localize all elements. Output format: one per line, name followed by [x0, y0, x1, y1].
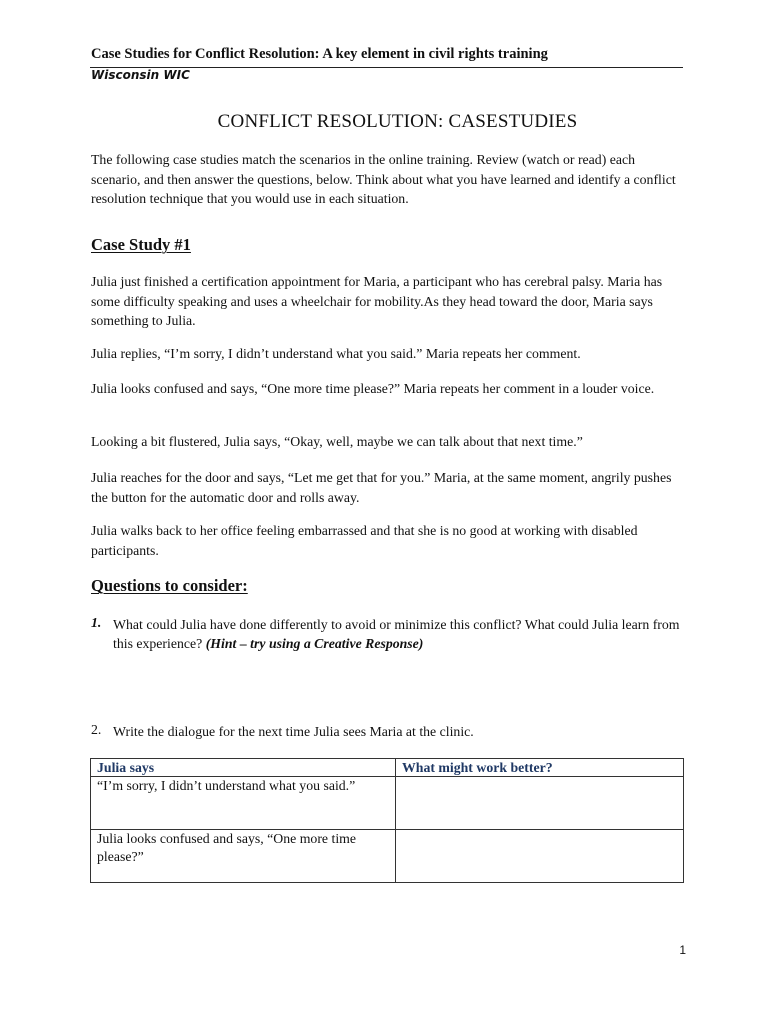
- page-number: 1: [679, 943, 686, 957]
- running-header-title: Case Studies for Conflict Resolution: A key element in civil rights training: [91, 46, 548, 62]
- case-paragraph: Looking a bit flustered, Julia says, “Okay, well, maybe we can talk about that next time.”: [91, 434, 583, 449]
- table-cell: Julia looks confused and says, “One more time please?”: [91, 830, 396, 883]
- running-header-subtitle: Wisconsin WIC: [91, 68, 190, 82]
- case-paragraph: Julia just finished a certification appointment for Maria, a participant who has cerebral palsy. Maria has some difficulty speaking and uses a wheelchair for mobility.As they head toward the door, Maria says something to Julia.: [91, 274, 663, 328]
- intro-paragraph: The following case studies match the scenarios in the online training. Review (watch or read) each scenario, and then answer the questions, below. Think about what you have learned and identify a conflict resolution technique that you would use in each situation.: [91, 152, 676, 206]
- dialogue-table: [90, 758, 684, 883]
- answer-cell[interactable]: [396, 830, 684, 883]
- case-paragraph: Julia walks back to her office feeling embarrassed and that she is no good at working with disabled participants.: [91, 523, 638, 558]
- document-title: CONFLICT RESOLUTION: CASESTUDIES: [217, 111, 578, 132]
- question-hint: (Hint – try using a Creative Response): [205, 636, 424, 651]
- question-body: What could Julia have done differently to avoid or minimize this conflict? What could Julia learn from this experience?: [113, 617, 680, 651]
- question-number: 1.: [91, 615, 102, 630]
- column-header-julia-says: Julia says: [91, 759, 396, 777]
- question-text: Write the dialogue for the next time Julia sees Maria at the clinic.: [113, 724, 474, 739]
- case-study-heading: Case Study #1: [91, 235, 191, 254]
- case-paragraph: Julia replies, “I’m sorry, I didn’t understand what you said.” Maria repeats her comment.: [91, 346, 581, 361]
- question-text: [113, 615, 688, 653]
- answer-cell[interactable]: [396, 777, 684, 830]
- questions-heading: Questions to consider:: [91, 576, 248, 595]
- table-header-row: [91, 759, 684, 777]
- column-header-what-might-work-better: What might work better?: [396, 759, 684, 777]
- question-number: 2.: [91, 722, 102, 737]
- table-cell: “I’m sorry, I didn’t understand what you said.”: [91, 777, 396, 830]
- table-row: [91, 777, 684, 830]
- table-row: [91, 830, 684, 883]
- case-paragraph: Julia reaches for the door and says, “Let me get that for you.” Maria, at the same moment, angrily pushes the button for the automatic door and rolls away.: [91, 470, 672, 505]
- case-paragraph: Julia looks confused and says, “One more time please?” Maria repeats her comment in a louder voice.: [91, 381, 655, 396]
